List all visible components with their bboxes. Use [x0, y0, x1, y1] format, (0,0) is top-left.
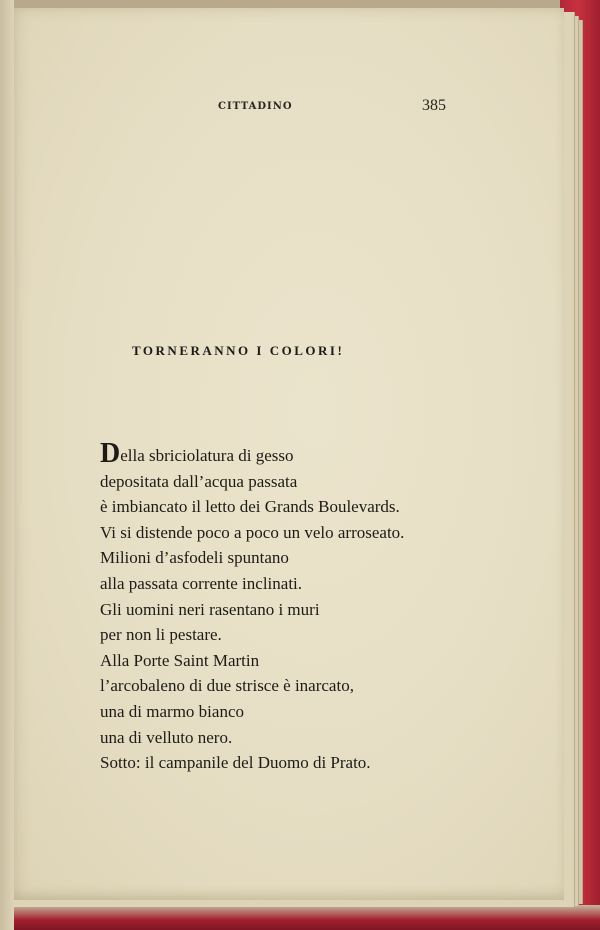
- poem-line: una di velluto nero.: [100, 727, 233, 747]
- poem-line: Sotto: il campanile del Duomo di Prato.: [100, 753, 371, 773]
- poem-line: Vi si distende poco a poco un velo arroseato.: [100, 522, 405, 542]
- poem-line: Alla Porte Saint Martin: [100, 650, 260, 670]
- poem-body: [100, 438, 520, 776]
- poem-line: [100, 438, 520, 469]
- page-number: 385: [422, 97, 446, 114]
- poem-line: è imbiancato il letto dei Grands Boulevards.: [100, 497, 400, 517]
- poem-line-text: ella sbriciolatura di gesso: [120, 446, 294, 465]
- poem-title: TORNERANNO I COLORI!: [132, 343, 345, 358]
- book-cover-bottom-edge: [0, 905, 600, 930]
- poem-line: una di marmo bianco: [100, 701, 244, 721]
- poem-line: per non li pestare.: [100, 625, 222, 645]
- drop-cap: D: [100, 438, 121, 469]
- poem-line: alla passata corrente inclinati.: [100, 573, 303, 593]
- running-head: CITTADINO: [218, 101, 293, 112]
- poem-line: depositata dall’acqua passata: [100, 471, 298, 491]
- page-gutter: [0, 0, 14, 930]
- poem-line: Milioni d’asfodeli spuntano: [100, 548, 289, 568]
- poem-line: Gli uomini neri rasentano i muri: [100, 599, 320, 619]
- poem-line: l’arcobaleno di due strisce è inarcato,: [100, 676, 354, 696]
